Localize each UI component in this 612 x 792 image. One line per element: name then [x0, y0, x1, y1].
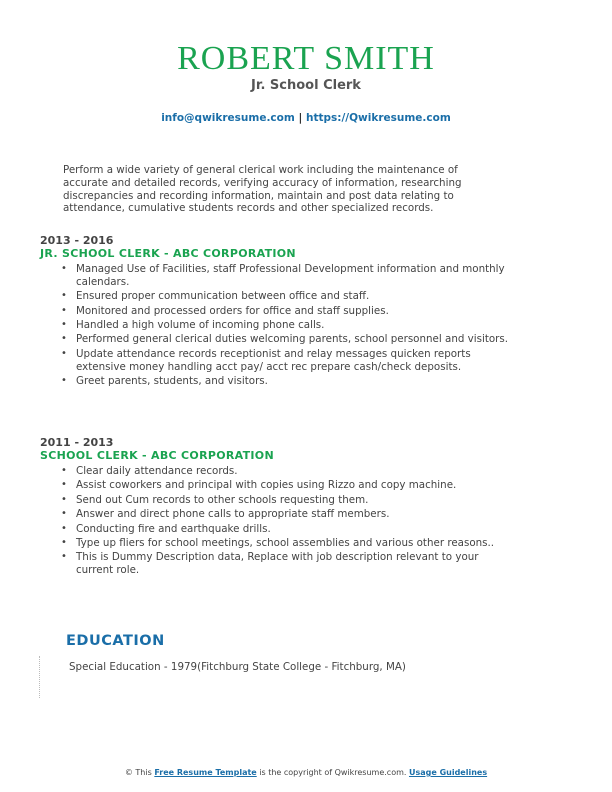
duty-text: Clear daily attendance records.: [76, 465, 238, 477]
duty-text: Handled a high volume of incoming phone calls.: [76, 318, 325, 331]
duty-text: Type up fliers for school meetings, school assemblies and various other reasons..: [76, 536, 495, 549]
list-item: [61, 263, 520, 289]
bullet-icon: •: [61, 551, 67, 563]
job-role: SCHOOL CLERK - ABC CORPORATION: [40, 449, 274, 462]
list-item: [61, 318, 520, 332]
job-dates: 2013 - 2016: [40, 234, 114, 247]
education-entry: Special Education - 1979(Fitchburg State College - Fitchburg, MA): [69, 661, 406, 673]
duty-text: Monitored and processed orders for office and staff supplies.: [76, 304, 389, 317]
website-link[interactable]: https://Qwikresume.com: [305, 112, 451, 124]
duty-text: Managed Use of Facilities, staff Professional Development information and monthly calendars.: [76, 263, 505, 288]
bullet-icon: •: [61, 522, 67, 534]
free-resume-template-link[interactable]: Free Resume Template: [154, 768, 257, 777]
bullet-icon: •: [61, 318, 67, 330]
footer-copyright-text: is the copyright of Qwikresume.com.: [259, 768, 407, 777]
footer-prefix: © This: [124, 768, 152, 777]
list-item: [61, 290, 520, 303]
duty-text: Ensured proper communication between office and staff.: [76, 290, 370, 303]
experience-entry: [40, 436, 520, 579]
list-item: [61, 465, 520, 478]
job-duties-list: [40, 465, 520, 577]
list-item: [61, 522, 520, 536]
bullet-icon: •: [61, 333, 67, 345]
candidate-name: ROBERT SMITH: [177, 40, 435, 77]
education-divider: [39, 656, 40, 698]
summary-paragraph: Perform a wide variety of general clerical work including the maintenance of accurate and detailed records, verifying accuracy of information, researching discrepancies and recording information, maintain and post data relating to attendance, cumulative students records and other specialized records.: [63, 164, 462, 215]
bullet-icon: •: [61, 536, 67, 548]
list-item: [61, 479, 520, 492]
duty-text: Answer and direct phone calls to appropriate staff members.: [76, 508, 390, 521]
duty-text: Performed general clerical duties welcoming parents, school personnel and visitors.: [76, 333, 509, 346]
bullet-icon: •: [61, 263, 67, 274]
usage-guidelines-link[interactable]: Usage Guidelines: [408, 768, 488, 777]
bullet-icon: •: [61, 465, 67, 476]
job-dates: 2011 - 2013: [40, 436, 114, 449]
candidate-title: Jr. School Clerk: [251, 78, 361, 93]
contact-line: [0, 112, 612, 124]
list-item: [61, 551, 520, 577]
duty-text: Conducting fire and earthquake drills.: [76, 522, 271, 535]
duty-text: Assist coworkers and principal with copies using Rizzo and copy machine.: [76, 479, 457, 492]
bullet-icon: •: [61, 493, 67, 505]
bullet-icon: •: [61, 508, 67, 520]
job-duties-list: [40, 263, 520, 388]
bullet-icon: •: [61, 304, 67, 316]
list-item: [61, 304, 520, 318]
bullet-icon: •: [61, 290, 67, 302]
list-item: [61, 536, 520, 550]
experience-entry: [40, 234, 520, 389]
list-item: [61, 508, 520, 521]
list-item: [61, 493, 520, 507]
email-link[interactable]: info@qwikresume.com: [161, 112, 295, 124]
education-heading: EDUCATION: [66, 633, 165, 649]
bullet-icon: •: [61, 374, 67, 386]
footer: [0, 768, 612, 777]
duty-text: Greet parents, students, and visitors.: [76, 374, 268, 387]
bullet-icon: •: [61, 347, 67, 359]
duty-text: This is Dummy Description data, Replace with job description relevant to your current role.: [76, 551, 479, 577]
list-item: [61, 333, 520, 346]
duty-text: Send out Cum records to other schools requesting them.: [76, 493, 369, 506]
bullet-icon: •: [61, 479, 67, 491]
duty-text: Update attendance records receptionist and relay messages quicken reports extensive money handling acct pay/ acct rec prepare cash/check deposits.: [76, 347, 471, 373]
job-role: JR. SCHOOL CLERK - ABC CORPORATION: [40, 247, 296, 260]
list-item: [61, 347, 520, 374]
contact-separator: |: [298, 112, 303, 124]
list-item: [61, 374, 520, 388]
